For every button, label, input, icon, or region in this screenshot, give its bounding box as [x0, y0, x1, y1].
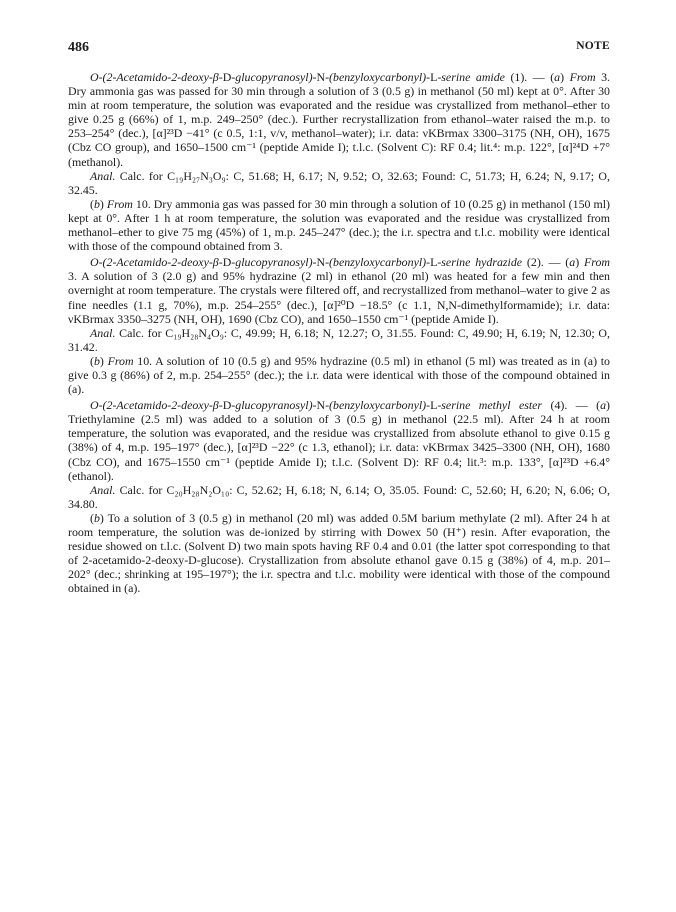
c4-anal-run: Anal. — [90, 482, 116, 497]
compound-4-analysis — [68, 483, 610, 511]
c4-title-run: (4). — ( — [542, 398, 601, 413]
c2-title-run: 3. A solution of 3 (2.0 g) and 95% hydrazine (2 ml) in ethanol (20 ml) was heated for a few min and then overnight at room temperature. The crystals were filtered off, and recrystallized from methanol–water to give 2 as fine needles (1.1 g, 70%), m.p. 254–255° (dec.), [α]²⁰D −18.5° (c 1.1, N,N-dimethylformamide); i.r. data: νKBrmax 3350–3275 (NH, OH), 1690 (Cbz CO), and 1650–1550 cm⁻¹ (peptide Amide I). — [68, 269, 610, 326]
page-header — [68, 40, 610, 60]
c1-title-run: ) — [560, 70, 570, 84]
c4-title-run: L — [430, 398, 438, 413]
c4-title-run: -glucopyranosyl)- — [231, 398, 317, 413]
c2-b-run: ( — [90, 353, 94, 368]
c2-title-run: D — [222, 255, 232, 270]
c1-title-run: From — [569, 70, 596, 84]
c4-title-run: N- — [316, 398, 330, 413]
c2-title-run: -serine hydrazide — [437, 255, 523, 270]
page-number: 486 — [68, 40, 89, 55]
c4-title-run: O-(2-Acetamido-2-deoxy-β- — [90, 398, 223, 413]
c1-title-run: -serine amide — [437, 70, 505, 84]
c2-b-run: ) — [99, 353, 108, 368]
c4-b-run: b — [93, 510, 100, 525]
c2-b-run: 10. A solution of 10 (0.5 g) and 95% hydrazine (0.5 ml) in ethanol (5 ml) was treated as in (a) to give 0.3 g (86%) of 2, m.p. 254–255° (dec.); the i.r. data were identical with those of the compound obtained in (a). — [68, 353, 610, 397]
c1-title-run: (benzyloxycarbonyl)- — [329, 70, 431, 84]
c4-b-run: ) To a solution of 3 (0.5 g) in methanol (20 ml) was added 0.5M barium methylate (2 ml). After 24 h at room temperature, the solution was de-ionized by stirring with Dowex 50 (H⁺) resin. After evaporation, the residue showed on t.l.c. (Solvent D) two main spots having RF 0.4 and 0.01 (the latter spot corresponding to that of 2-acetamido-2-deoxy-D-glucose). Crystallization from absolute ethanol gave 0.15 g (38%) of 4, m.p. 201–202° (dec.; shrinking at 195–197°); the i.r. spectra and t.l.c. mobility were identical with those of the compound obtained in (a). — [68, 510, 610, 596]
c2-title-run: O-(2-Acetamido-2-deoxy-β- — [90, 255, 223, 270]
c1-title-run: D — [222, 70, 232, 84]
compound-1-heading-paragraph — [68, 70, 610, 169]
c2-anal-run: Calc. for C₁₉H₂₈N₄O₉: C, 49.99; H, 6.18; N, 12.27; O, 31.55. Found: C, 49.90; H, 6.19; N, 12.30; O, 31.42. — [68, 325, 610, 354]
c1-b-run: ) — [99, 196, 107, 211]
running-title: NOTE — [576, 40, 610, 52]
document-body — [68, 70, 610, 595]
c4-title-run: -serine methyl ester — [437, 398, 543, 413]
c2-title-run: (benzyloxycarbonyl)- — [329, 255, 431, 270]
c4-title-run: a — [600, 398, 607, 413]
c4-title-run: D — [222, 398, 232, 413]
compound-2-analysis — [68, 326, 610, 354]
c1-title-run: O-(2-Acetamido-2-deoxy-β- — [90, 70, 223, 84]
c4-b-run: ( — [90, 510, 94, 525]
c4-anal-run: Calc. for C₂₀H₂₈N₂O₁₀: C, 52.62; H, 6.18; N, 6.14; O, 35.05. Found: C, 52.60; H, 6.20; N, 6.06; O, 34.80. — [68, 482, 610, 511]
c2-title-run: a — [569, 255, 576, 270]
c2-b-run: From — [107, 353, 134, 368]
compound-1-method-b — [68, 197, 610, 253]
c1-title-run: L — [430, 70, 438, 84]
c1-b-run: b — [93, 196, 100, 211]
c1-title-run: N- — [316, 70, 330, 84]
c2-title-run: From — [584, 255, 611, 270]
c4-title-run: (benzyloxycarbonyl)- — [329, 398, 431, 413]
c4-title-run: ) Triethylamine (2.5 ml) was added to a solution of 3 (0.5 g) in methanol (22.5 ml). After 24 h at room temperature, the solution was evaporated, and the residue was crystallized from absolute ethanol to give 0.15 g (38%) of 4, m.p. 195–197° (dec.), [α]²³D −22° (c 1.3, ethanol); i.r. data: νKBrmax 3425–3300 (NH, OH), 1680 (Cbz CO), and 1675–1550 cm⁻¹ (peptide Amide I); t.l.c. (Solvent D): RF 0.4; lit.³: m.p. 133°, [α]²³D +6.4° (ethanol). — [68, 398, 610, 483]
c2-anal-run: Anal. — [90, 325, 116, 340]
c1-title-run: 3. Dry ammonia gas was passed for 30 min through a solution of 3 (0.5 g) in methanol (50 ml) kept at 0°. After 30 min at room temperature, the solution was evaporated and the residue was crystallized from methanol–ether to give 0.25 g (66%) of 1, m.p. 249–250° (dec.). Further recrystallization from ethanol–water raised the m.p. to 253–254° (dec.), [α]²³D −41° (c 0.5, 1:1, v/v, methanol–water); i.r. data: νKBrmax 3300–3175 (NH, OH), 1675 (Cbz CO group), and 1650–1500 cm⁻¹ (peptide Amide I); t.l.c. (Solvent C): RF 0.4; lit.⁴: m.p. 122°, [α]²⁴D +7° (methanol). — [68, 70, 611, 169]
compound-1-analysis — [68, 169, 610, 197]
c1-anal-run: Anal. — [90, 168, 116, 183]
compound-4-heading-paragraph — [68, 398, 610, 483]
c2-title-run: ) — [575, 255, 585, 270]
compound-4-method-b — [68, 511, 610, 596]
c1-b-run: ( — [90, 196, 94, 211]
c1-b-run: From — [106, 196, 133, 211]
c1-title-run: -glucopyranosyl)- — [231, 70, 317, 84]
c2-title-run: -glucopyranosyl)- — [231, 255, 317, 270]
c1-b-run: 10. Dry ammonia gas was passed for 30 min through a solution of 10 (0.25 g) in methanol (150 ml) kept at 0°. After 1 h at room temperature, the solution was evaporated and the residue was crystallized from methanol–ether to give 75 mg (45%) of 1, m.p. 245–247° (dec.); the i.r. spectra and t.l.c. mobility were identical with those of the compound obtained from 3. — [68, 196, 610, 254]
c2-title-run: (2). — ( — [522, 255, 570, 270]
c2-title-run: N- — [316, 255, 330, 270]
c1-title-run: a — [554, 70, 561, 84]
c2-title-run: L — [430, 255, 438, 270]
c1-anal-run: Calc. for C₁₉H₂₇N₃O₉: C, 51.68; H, 6.17; N, 9.52; O, 32.63; Found: C, 51.73; H, 6.24; N, 9.17; O, 32.45. — [68, 168, 610, 197]
compound-2-heading-paragraph — [68, 255, 610, 325]
c1-title-run: (1). — ( — [504, 70, 555, 84]
compound-2-method-b — [68, 354, 610, 396]
c2-b-run: b — [93, 353, 100, 368]
